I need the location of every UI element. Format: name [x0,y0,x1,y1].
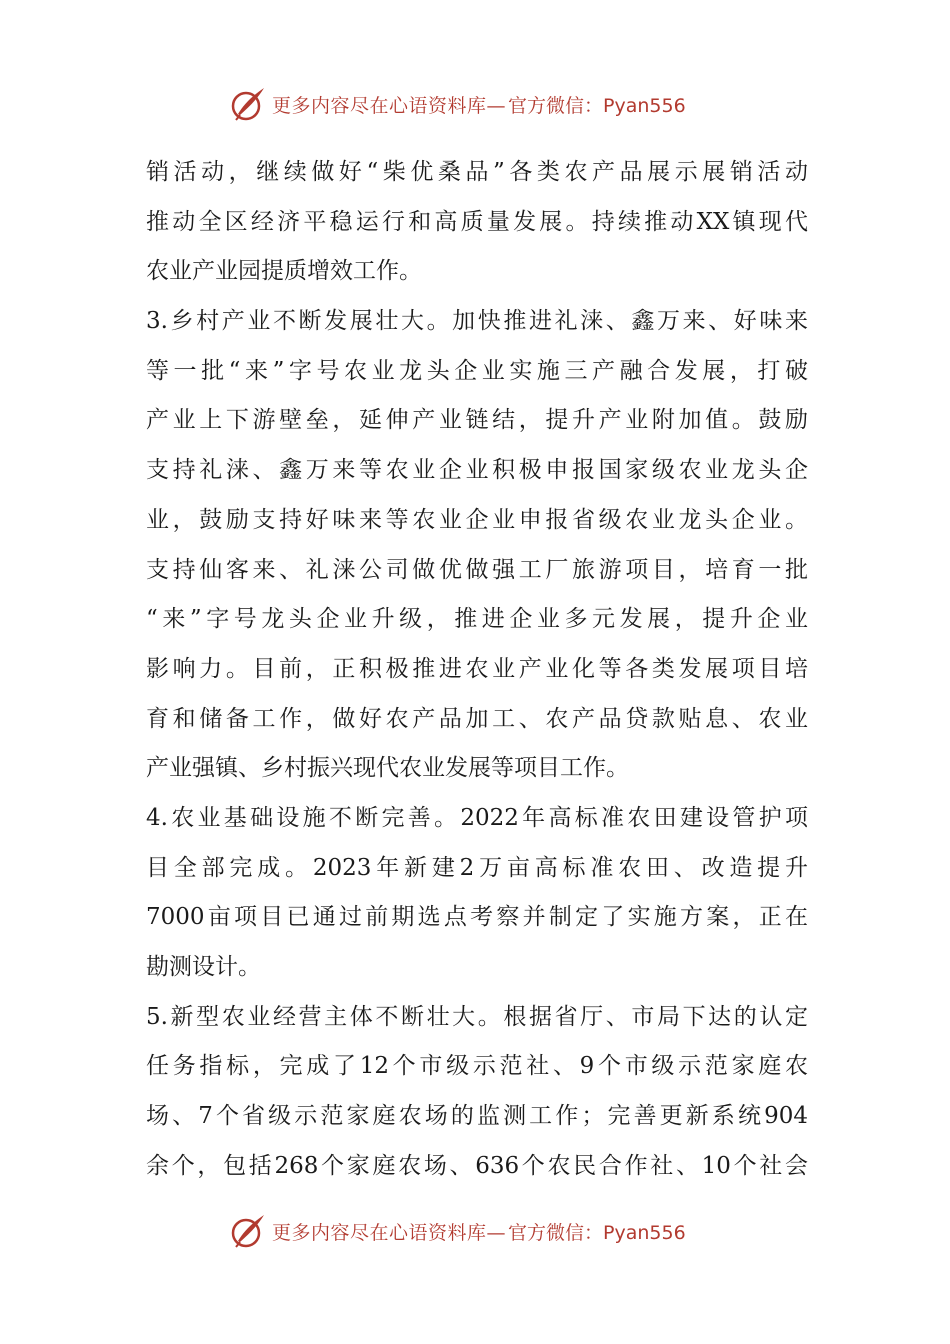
text-line: 目全部完成。2023年新建2万亩高标准农田、改造提升 [146,854,808,881]
text-line: 业，鼓励支持好味来等农业企业申报省级农业龙头企业。 [146,506,808,533]
watermark-footer [228,1211,686,1251]
text-line: 影响力。目前，正积极推进农业产业化等各类发展项目培 [146,655,808,682]
text-line: 场、7个省级示范家庭农场的监测工作；完善更新系统904 [146,1103,808,1130]
watermark-channel: 官方微信：Pyan556 [508,1221,686,1244]
document-body [146,148,808,1191]
text-line: 支持礼涞、鑫万来等农业企业积极申报国家级农业龙头企 [146,457,808,484]
text-line: 支持仙客来、礼涞公司做优做强工厂旅游项目，培育一批 [146,556,808,583]
paragraph [146,297,808,794]
watermark-brand: 更多内容尽在心语资料库— [272,1221,507,1244]
paragraph [146,993,808,1192]
text-line: 育和储备工作，做好农产品加工、农产品贷款贴息、农业 [146,705,808,732]
paragraph [146,794,808,993]
text-line: 3.乡村产业不断发展壮大。加快推进礼涞、鑫万来、好味来 [146,308,808,335]
watermark-header [228,84,686,124]
watermark-brand: 更多内容尽在心语资料库— [272,94,507,117]
text-line: 4.农业基础设施不断完善。2022年高标准农田建设管护项 [146,804,808,831]
watermark-channel: 官方微信：Pyan556 [508,94,686,117]
text-line: 5.新型农业经营主体不断壮大。根据省厅、市局下达的认定 [146,1003,808,1030]
text-line: 产业上下游壁垒，延伸产业链结，提升产业附加值。鼓励 [146,407,808,434]
text-line: 勘测设计。 [146,954,261,980]
quill-logo-icon [228,84,268,124]
text-line: 推动全区经济平稳运行和高质量发展。持续推动XX镇现代 [146,208,808,235]
text-line: 产业强镇、乡村振兴现代农业发展等项目工作。 [146,755,629,782]
text-line: “来”字号龙头企业升级，推进企业多元发展，提升企业 [146,606,808,633]
text-line: 销活动，继续做好“柴优桑品”各类农产品展示展销活动 [146,159,808,185]
text-line: 等一批“来”字号农业龙头企业实施三产融合发展，打破 [146,357,808,384]
quill-logo-icon [228,1211,268,1251]
text-line: 任务指标，完成了12个市级示范社、9个市级示范家庭农 [146,1053,808,1080]
text-line: 余个，包括268个家庭农场、636个农民合作社、10个社会 [146,1152,808,1179]
paragraph [146,148,808,297]
text-line: 农业产业园提质增效工作。 [146,258,422,285]
text-line: 7000亩项目已通过前期选点考察并制定了实施方案，正在 [146,904,808,931]
